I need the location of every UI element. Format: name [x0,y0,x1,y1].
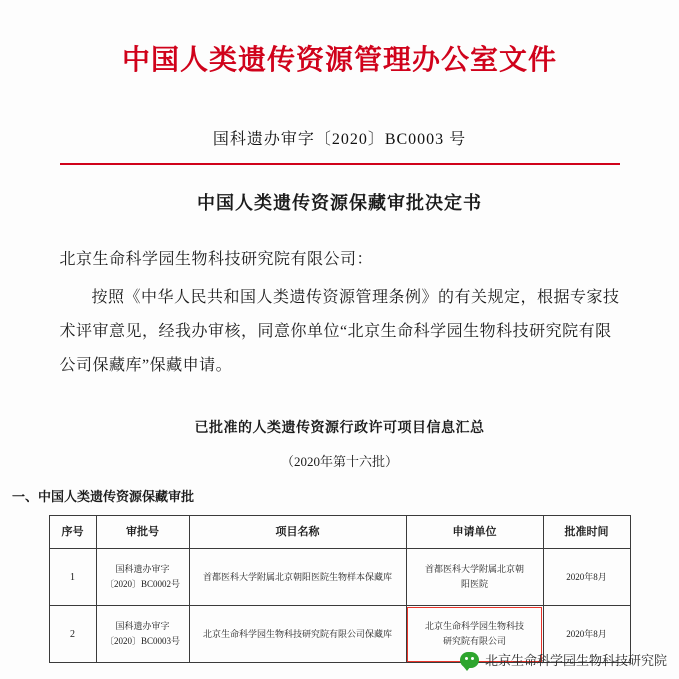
list-heading: 一、中国人类遗传资源保藏审批 [12,489,195,504]
approval-table [49,515,631,663]
table-header-date: 批准时间 [543,516,630,549]
row-unit-line2: 研究院有限公司 [442,636,506,646]
row-no: 1 [49,549,96,606]
row-code [96,549,189,606]
row-code-line1: 国科遗办审字 [115,621,170,631]
wechat-icon [460,652,479,668]
row-code-line2: 〔2020〕BC0003号 [104,636,180,646]
row-unit-line2: 阳医院 [460,579,488,589]
row-date: 2020年8月 [543,549,630,606]
row-unit-line1: 首都医科大学附属北京朝 [424,564,524,574]
watermark-label: 北京生命科学园生物科技研究院 [484,653,667,668]
row-no: 2 [49,606,96,663]
document-subtitle: 中国人类遗传资源保藏审批决定书 [197,193,482,213]
addressee-line: 北京生命科学园生物科技研究院有限公司： [59,251,374,268]
row-unit-line1: 北京生命科学园生物科技 [424,621,524,631]
body-paragraph: 按照《中华人民共和国人类遗传资源管理条例》的有关规定，根据专家技术评审意见，经我办审核，同意你单位“北京生命科学园生物科技研究院有限公司保藏库”保藏申请。 [59,289,620,374]
row-name: 首都医科大学附属北京朝阳医院生物样本保藏库 [189,549,406,606]
table-header-code: 审批号 [96,516,189,549]
row-code-line2: 〔2020〕BC0002号 [104,579,180,589]
table-row [49,549,630,606]
table-header-row [49,516,630,549]
table-header-no: 序号 [49,516,96,549]
document-number: 国科遗办审字〔2020〕BC0003 号 [212,131,467,148]
row-code [96,606,189,663]
watermark [460,650,667,669]
batch-line: （2020年第十六批） [280,454,398,469]
row-unit [406,549,543,606]
row-date: 2020年8月 [543,606,630,663]
section-heading: 已批准的人类遗传资源行政许可项目信息汇总 [194,421,485,436]
document-body [60,243,620,383]
document-title: 中国人类遗传资源管理办公室文件 [121,45,557,76]
row-name: 北京生命科学园生物科技研究院有限公司保藏库 [189,606,406,663]
table-header-name: 项目名称 [189,516,406,549]
row-code-line1: 国科遗办审字 [115,564,170,574]
table-header-unit: 申请单位 [406,516,543,549]
red-divider [60,163,620,165]
